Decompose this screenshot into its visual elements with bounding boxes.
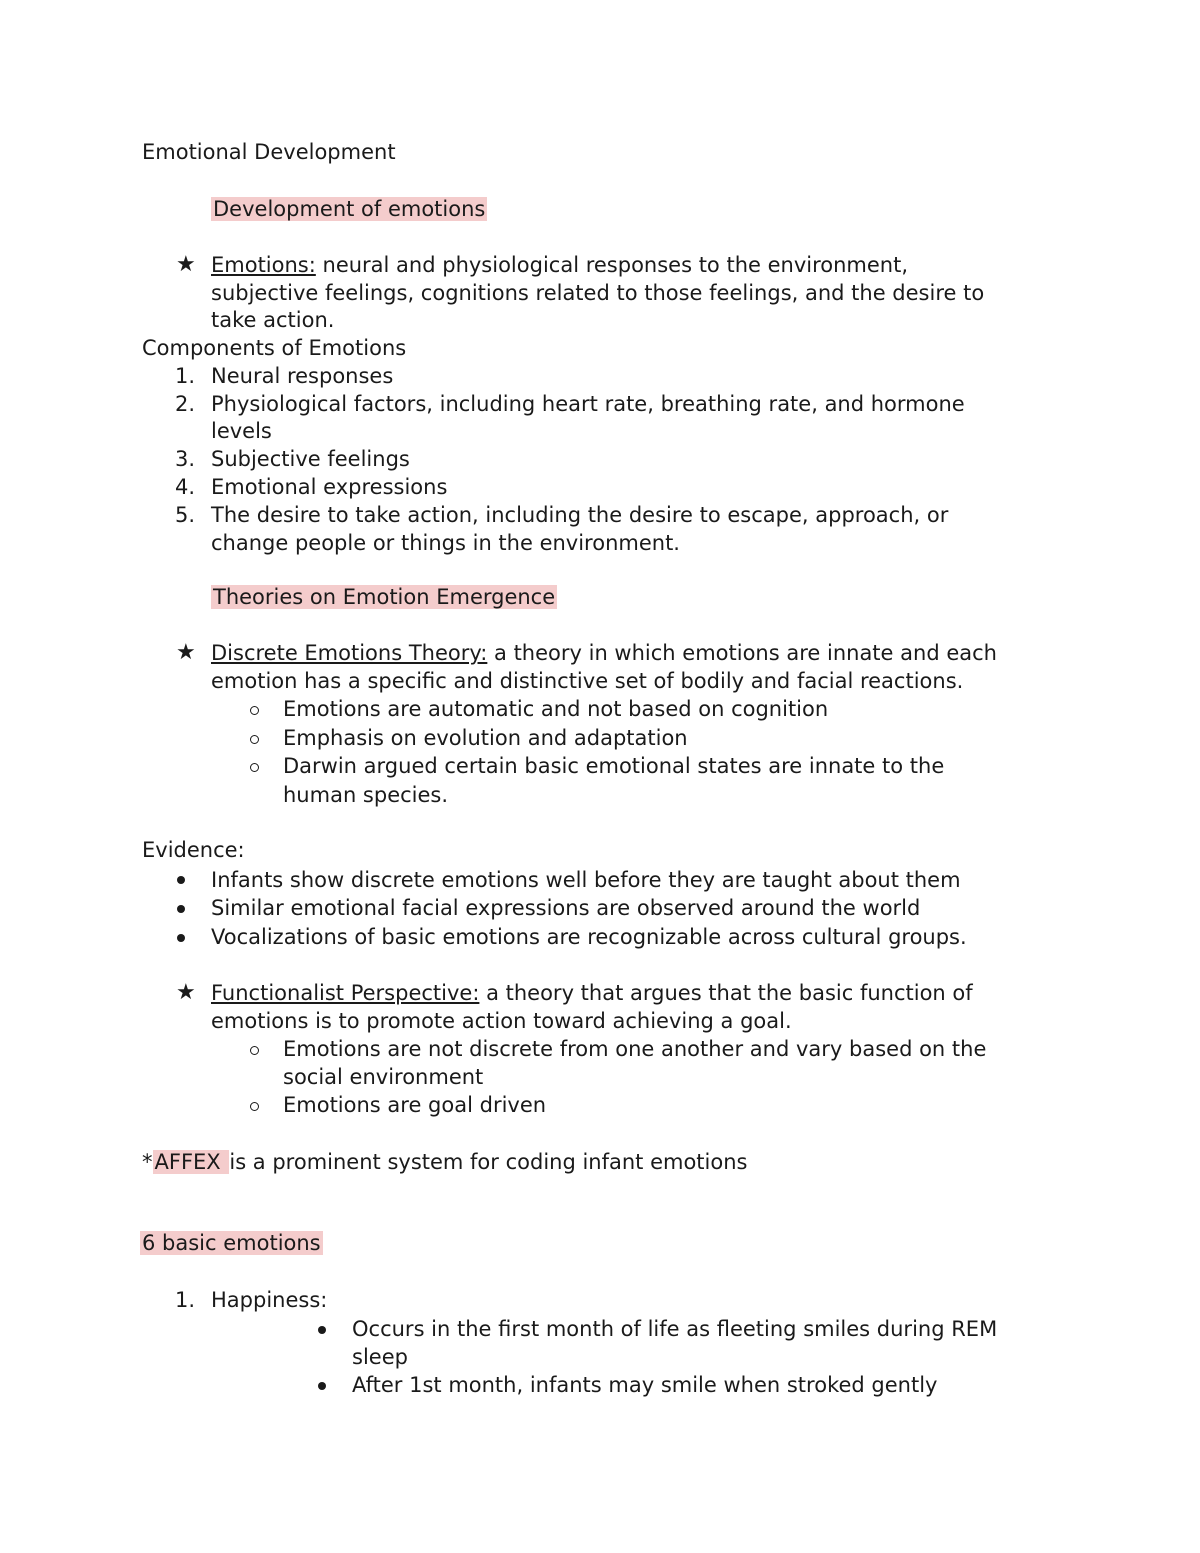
affex-prefix: *	[142, 1150, 153, 1174]
list-item: Emotional expressions	[211, 475, 448, 499]
sub-bullet-item-continued: social environment	[283, 1065, 484, 1089]
affex-highlight: AFFEX	[154, 1150, 228, 1174]
bullet-dot-icon	[318, 1382, 326, 1390]
list-number: 2.	[175, 392, 196, 416]
evidence-title: Evidence:	[142, 838, 245, 862]
evidence-item: Infants show discrete emotions well before they are taught about them	[211, 868, 961, 892]
hollow-bullet-icon	[250, 1046, 259, 1055]
definition-line: subjective feelings, cognitions related to those feelings, and the desire to	[211, 281, 985, 305]
theory-line: emotion has a specific and distinctive set of bodily and facial reactions.	[211, 669, 964, 693]
definition-term: Emotions:	[211, 253, 316, 277]
list-item-continued: levels	[211, 419, 272, 443]
bullet-dot-icon	[177, 876, 185, 884]
theory-text: a theory that argues that the basic function of	[479, 981, 973, 1005]
list-item: The desire to take action, including the desire to escape, approach, or	[211, 503, 949, 527]
definition-text: neural and physiological responses to the environment,	[315, 253, 909, 277]
sub-bullet-item-continued: human species.	[283, 783, 449, 807]
emotion-detail: Occurs in the first month of life as fleeting smiles during REM	[352, 1317, 998, 1341]
sub-bullet-item: Emotions are automatic and not based on cognition	[283, 697, 829, 721]
star-bullet-icon: ★	[176, 980, 196, 1005]
section-heading-basic-emotions	[140, 1229, 323, 1257]
heading-highlight: Development of emotions	[213, 197, 486, 221]
evidence-item: Similar emotional facial expressions are observed around the world	[211, 896, 921, 920]
document-title: Emotional Development	[142, 140, 396, 164]
hollow-bullet-icon	[250, 1102, 259, 1111]
theory-line: emotions is to promote action toward achieving a goal.	[211, 1009, 792, 1033]
theory-line	[211, 639, 997, 667]
list-number: 1.	[175, 364, 196, 388]
list-number: 3.	[175, 447, 196, 471]
list-item: Neural responses	[211, 364, 394, 388]
list-number: 5.	[175, 503, 196, 527]
theory-term: Functionalist Perspective:	[211, 981, 480, 1005]
affex-text: is a prominent system for coding infant emotions	[229, 1150, 748, 1174]
star-bullet-icon: ★	[176, 640, 196, 665]
heading-highlight: Theories on Emotion Emergence	[213, 585, 556, 609]
star-bullet-icon: ★	[176, 252, 196, 277]
section-heading-theories	[211, 583, 557, 611]
bullet-dot-icon	[318, 1326, 326, 1334]
hollow-bullet-icon	[250, 735, 259, 744]
section-heading-development	[211, 195, 487, 223]
heading-highlight: 6 basic emotions	[142, 1231, 321, 1255]
emotion-detail-continued: sleep	[352, 1345, 408, 1369]
list-item-continued: change people or things in the environment.	[211, 531, 680, 555]
list-item: Physiological factors, including heart rate, breathing rate, and hormone	[211, 392, 965, 416]
list-number: 1.	[175, 1288, 196, 1312]
evidence-item: Vocalizations of basic emotions are recognizable across cultural groups.	[211, 925, 967, 949]
theory-term: Discrete Emotions Theory:	[211, 641, 488, 665]
theory-line	[211, 979, 973, 1007]
emotion-detail: After 1st month, infants may smile when stroked gently	[352, 1373, 938, 1397]
list-number: 4.	[175, 475, 196, 499]
definition-line: take action.	[211, 308, 335, 332]
components-title: Components of Emotions	[142, 336, 407, 360]
hollow-bullet-icon	[250, 706, 259, 715]
bullet-dot-icon	[177, 934, 185, 942]
hollow-bullet-icon	[250, 763, 259, 772]
list-item: Subjective feelings	[211, 447, 410, 471]
sub-bullet-item: Darwin argued certain basic emotional states are innate to the	[283, 754, 945, 778]
affex-note	[142, 1148, 747, 1176]
bullet-dot-icon	[177, 905, 185, 913]
theory-text: a theory in which emotions are innate and each	[487, 641, 997, 665]
definition-line	[211, 251, 908, 279]
sub-bullet-item: Emphasis on evolution and adaptation	[283, 726, 688, 750]
sub-bullet-item: Emotions are not discrete from one another and vary based on the	[283, 1037, 987, 1061]
sub-bullet-item: Emotions are goal driven	[283, 1093, 547, 1117]
emotion-label: Happiness:	[211, 1288, 328, 1312]
